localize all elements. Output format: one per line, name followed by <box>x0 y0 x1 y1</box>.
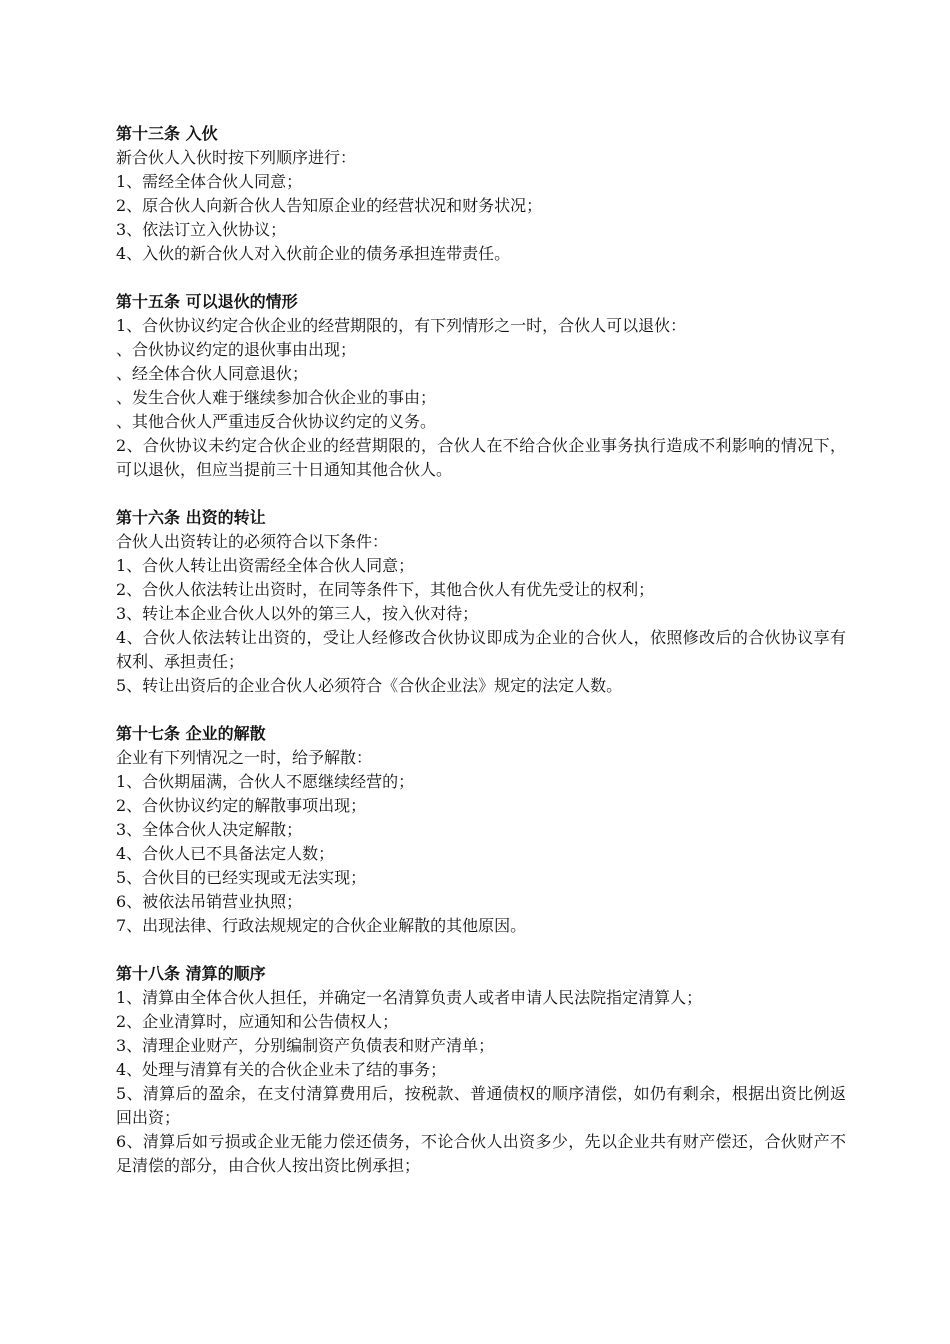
article-line: 4、合伙人依法转让出资的，受让人经修改合伙协议即成为企业的合伙人，依照修改后的合伙协议享有权利、承担责任； <box>116 628 846 671</box>
article-15 <box>116 290 846 482</box>
article-line: 3、清理企业财产，分别编制资产负债表和财产清单； <box>116 1036 495 1055</box>
article-line: 1、清算由全体合伙人担任，并确定一名清算负责人或者申请人民法院指定清算人； <box>116 988 703 1007</box>
article-line: 6、清算后如亏损或企业无能力偿还债务，不论合伙人出资多少，先以企业共有财产偿还，合伙财产不足清偿的部分，由合伙人按出资比例承担； <box>116 1132 846 1175</box>
article-heading: 第十三条 入伙 <box>116 124 218 143</box>
article-line: 、经全体合伙人同意退伙； <box>116 364 309 383</box>
article-line: 2、原合伙人向新合伙人告知原企业的经营状况和财务状况； <box>116 196 543 215</box>
article-line: 新合伙人入伙时按下列顺序进行： <box>116 148 357 167</box>
article-line: 1、合伙协议约定合伙企业的经营期限的，有下列情形之一时，合伙人可以退伙： <box>116 316 687 335</box>
article-heading: 第十五条 可以退伙的情形 <box>116 292 298 311</box>
article-line: 、合伙协议约定的退伙事由出现； <box>116 340 357 359</box>
article-line: 2、合伙协议未约定合伙企业的经营期限的，合伙人在不给合伙企业事务执行造成不利影响的情况下，可以退伙，但应当提前三十日通知其他合伙人。 <box>116 436 846 479</box>
article-13 <box>116 122 846 266</box>
article-line: 3、转让本企业合伙人以外的第三人，按入伙对待； <box>116 604 479 623</box>
article-16 <box>116 506 846 698</box>
article-line: 5、清算后的盈余，在支付清算费用后，按税款、普通债权的顺序清偿，如仍有剩余，根据出资比例返回出资； <box>116 1084 846 1127</box>
article-line: 7、出现法律、行政法规规定的合伙企业解散的其他原因。 <box>116 916 527 935</box>
article-line: 2、合伙人依法转让出资时，在同等条件下，其他合伙人有优先受让的权利； <box>116 580 655 599</box>
article-line: 、其他合伙人严重违反合伙协议约定的义务。 <box>116 412 437 431</box>
article-18 <box>116 962 846 1178</box>
document-page <box>116 122 846 1202</box>
article-line: 合伙人出资转让的必须符合以下条件： <box>116 532 389 551</box>
article-line: 5、转让出资后的企业合伙人必须符合《合伙企业法》规定的法定人数。 <box>116 676 623 695</box>
article-line: 5、合伙目的已经实现或无法实现； <box>116 868 367 887</box>
article-heading: 第十七条 企业的解散 <box>116 724 266 743</box>
article-heading: 第十六条 出资的转让 <box>116 508 266 527</box>
article-line: 4、入伙的新合伙人对入伙前企业的债务承担连带责任。 <box>116 244 511 263</box>
article-heading: 第十八条 清算的顺序 <box>116 964 266 983</box>
article-line: 3、依法订立入伙协议； <box>116 220 287 239</box>
article-17 <box>116 722 846 938</box>
article-line: 2、企业清算时，应通知和公告债权人； <box>116 1012 399 1031</box>
article-line: 1、合伙期届满，合伙人不愿继续经营的； <box>116 772 415 791</box>
article-line: 4、处理与清算有关的合伙企业未了结的事务； <box>116 1060 447 1079</box>
article-line: 6、被依法吊销营业执照； <box>116 892 303 911</box>
article-line: 1、合伙人转让出资需经全体合伙人同意； <box>116 556 415 575</box>
article-line: 4、合伙人已不具备法定人数； <box>116 844 335 863</box>
article-line: 1、需经全体合伙人同意； <box>116 172 303 191</box>
article-line: 、发生合伙人难于继续参加合伙企业的事由； <box>116 388 437 407</box>
article-line: 2、合伙协议约定的解散事项出现； <box>116 796 367 815</box>
article-line: 企业有下列情况之一时，给予解散： <box>116 748 373 767</box>
article-line: 3、全体合伙人决定解散； <box>116 820 303 839</box>
